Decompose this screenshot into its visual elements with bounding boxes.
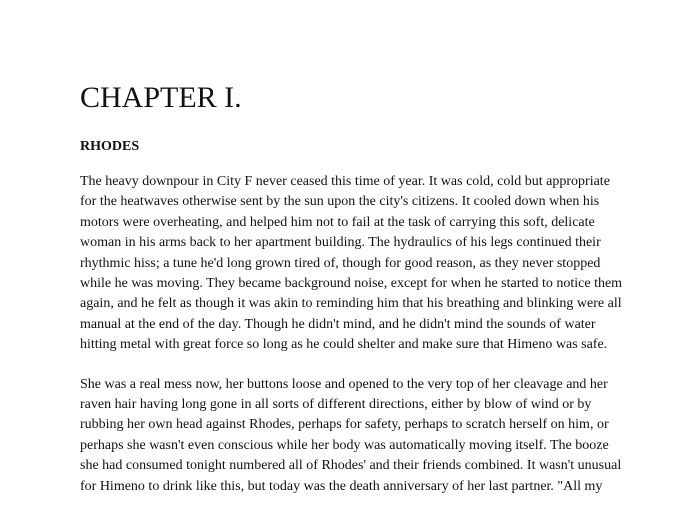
text-line: for the heatwaves otherwise sent by the sun upon the city's citizens. It cooled down when his [80,194,600,210]
paragraph-2 [80,375,622,497]
text-line: manual at the end of the day. Though he didn't mind, and he didn't mind the sounds of water [80,316,596,332]
text-line: woman in his arms back to her apartment building. The hydraulics of his legs continued their [80,235,601,251]
paragraph-1 [80,172,623,356]
section-heading: RHODES [80,139,140,154]
text-line: She was a real mess now, her buttons loose and opened to the very top of her cleavage and her [80,376,608,392]
text-line: again, and he felt as though it was akin to reminding him that his breathing and blinking were all [80,296,622,312]
text-line: hitting metal with great force so long as he could shelter and make sure that Himeno was safe. [80,337,608,353]
text-line: rhythmic hiss; a tune he'd long grown tired of, though for good reason, as they never stopped [80,255,601,271]
chapter-title: CHAPTER I. [80,81,242,114]
text-line: raven hair having long gone in all sorts of different directions, either by blow of wind or by [80,397,592,413]
text-line: The heavy downpour in City F never ceased this time of year. It was cold, cold but appropriate [80,174,610,189]
text-line: she had consumed tonight numbered all of Rhodes' and their friends combined. It wasn't unusual [80,458,622,474]
chapter-body [80,172,623,516]
text-line: for Himeno to drink like this, but today was the death anniversary of her last partner. "All my [80,478,603,494]
text-line: perhaps she wasn't even conscious while her body was automatically moving itself. The booze [80,437,609,453]
text-line: motors were overheating, and helped him not to fail at the task of carrying this soft, delicate [80,214,595,230]
text-line: rubbing her own head against Rhodes, perhaps for safety, perhaps to scratch herself on him, or [80,417,609,433]
text-line: while he was moving. They became background noise, except for when he started to notice them [80,276,623,292]
